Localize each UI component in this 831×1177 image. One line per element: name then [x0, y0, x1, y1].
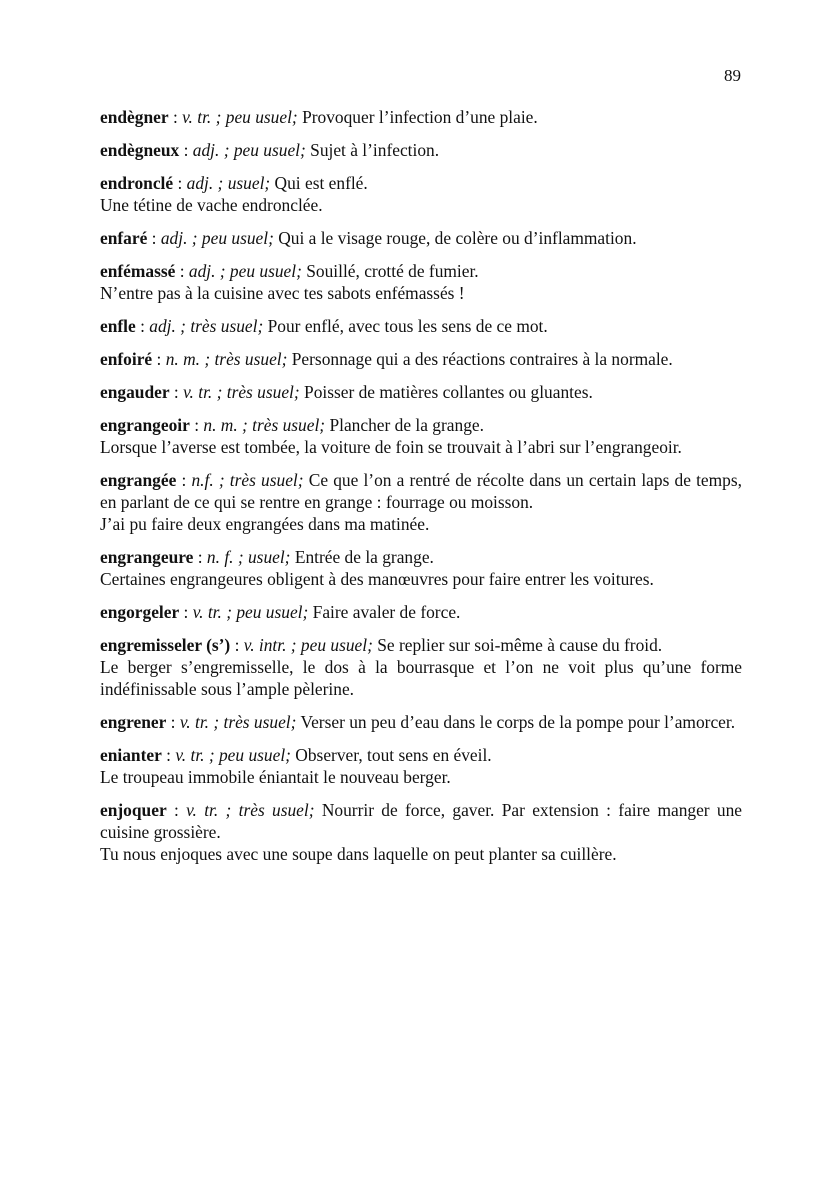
entry-definition-line — [100, 315, 742, 337]
entry-definition-line — [100, 711, 742, 733]
entry-separator: : — [193, 547, 207, 567]
entry-headword: endègner — [100, 107, 169, 127]
entry-definition-line — [100, 348, 742, 370]
entry-headword: engrangeure — [100, 547, 194, 567]
entry-definition: Provoquer l’infection d’une plaie. — [297, 107, 538, 127]
entry-separator: : — [166, 800, 187, 820]
dictionary-entry — [100, 744, 742, 788]
entry-definition: Souillé, crotté de fumier. — [301, 261, 479, 281]
entry-headword: enianter — [100, 745, 162, 765]
entry-separator: : — [161, 745, 176, 765]
entry-separator: : — [166, 712, 180, 732]
entry-separator: : — [179, 140, 193, 160]
entry-grammar: v. tr. ; peu usuel; — [175, 745, 291, 765]
entry-definition: Sujet à l’infection. — [305, 140, 440, 160]
entry-example: Le troupeau immobile éniantait le nouveau berger. — [100, 767, 451, 787]
entry-grammar: n. m. ; très usuel; — [165, 349, 288, 369]
entry-definition-line — [100, 139, 742, 161]
entry-headword: endronclé — [100, 173, 174, 193]
entry-separator: : — [147, 228, 161, 248]
entry-grammar: n.f. ; très usuel; — [191, 470, 304, 490]
entry-separator: : — [179, 602, 193, 622]
dictionary-entry — [100, 711, 742, 733]
dictionary-entry — [100, 414, 742, 458]
entry-separator: : — [169, 382, 184, 402]
page-number: 89 — [724, 66, 741, 85]
entry-grammar: adj. ; peu usuel; — [160, 228, 274, 248]
entry-separator: : — [175, 261, 189, 281]
entry-headword: engauder — [100, 382, 170, 402]
entry-definition: Pour enflé, avec tous les sens de ce mot. — [263, 316, 548, 336]
entry-definition: Observer, tout sens en éveil. — [290, 745, 492, 765]
entry-definition: Personnage qui a des réactions contraires à la normale. — [287, 349, 673, 369]
entry-separator: : — [230, 635, 244, 655]
entry-grammar: v. tr. ; peu usuel; — [192, 602, 309, 622]
entry-grammar: v. tr. ; peu usuel; — [182, 107, 298, 127]
entry-example: Tu nous enjoques avec une soupe dans laquelle on peut planter sa cuillère. — [100, 844, 617, 864]
entry-headword: enjoquer — [100, 800, 167, 820]
entry-definition-line — [100, 414, 742, 436]
entry-definition: Plancher de la grange. — [325, 415, 484, 435]
entry-example: Lorsque l’averse est tombée, la voiture de foin se trouvait à l’abri sur l’engrangeoir. — [100, 437, 682, 457]
entry-definition-line — [100, 744, 742, 766]
entry-definition: Verser un peu d’eau dans le corps de la pompe pour l’amorcer. — [296, 712, 736, 732]
entry-example: J’ai pu faire deux engrangées dans ma matinée. — [100, 514, 430, 534]
dictionary-entry — [100, 315, 742, 337]
entry-example: Une tétine de vache endronclée. — [100, 195, 323, 215]
entry-grammar: adj. ; très usuel; — [149, 316, 264, 336]
dictionary-entry — [100, 634, 742, 700]
entry-definition: Nourrir de force, gaver. Par extension : faire manger une cuisine grossière. — [100, 800, 743, 842]
entry-definition-line — [100, 546, 742, 568]
entry-headword: enfaré — [100, 228, 148, 248]
entry-grammar: v. tr. ; très usuel; — [186, 800, 315, 820]
entry-definition-line — [100, 381, 742, 403]
entry-grammar: n. m. ; très usuel; — [203, 415, 326, 435]
entry-grammar: v. tr. ; très usuel; — [179, 712, 297, 732]
entry-headword: enfle — [100, 316, 136, 336]
dictionary-entry — [100, 260, 742, 304]
entry-grammar: n. f. ; usuel; — [206, 547, 291, 567]
dictionary-entry — [100, 348, 742, 370]
entry-definition: Faire avaler de force. — [308, 602, 461, 622]
entry-grammar: adj. ; peu usuel; — [192, 140, 306, 160]
entry-definition: Ce que l’on a rentré de récolte dans un certain laps de temps, en parlant de ce qui se rentre en grange : fourrage ou moisson. — [100, 470, 742, 512]
dictionary-entry — [100, 799, 742, 865]
dictionary-entry — [100, 601, 742, 623]
entry-headword: engorgeler — [100, 602, 180, 622]
entry-definition: Se replier sur soi-même à cause du froid. — [372, 635, 663, 655]
entry-example: Certaines engrangeures obligent à des manœuvres pour faire entrer les voitures. — [100, 569, 654, 589]
entry-headword: engrener — [100, 712, 167, 732]
dictionary-entry — [100, 106, 742, 128]
entry-definition: Entrée de la grange. — [290, 547, 434, 567]
dictionary-entry — [100, 469, 742, 535]
entry-example: N’entre pas à la cuisine avec tes sabots enfémassés ! — [100, 283, 465, 303]
entry-definition: Qui est enflé. — [270, 173, 368, 193]
entry-definition-line — [100, 469, 742, 513]
entry-headword: endègneux — [100, 140, 180, 160]
entry-definition-line — [100, 227, 742, 249]
entry-definition-line — [100, 601, 742, 623]
entry-separator: : — [135, 316, 150, 336]
entry-example: Le berger s’engremisselle, le dos à la bourrasque et l’on ne voit plus qu’une forme indéfinissable sous l’ample pèlerine. — [100, 657, 742, 699]
entry-definition-line — [100, 799, 742, 843]
dictionary-entry — [100, 139, 742, 161]
dictionary-entry — [100, 172, 742, 216]
dictionary-entry — [100, 546, 742, 590]
dictionary-entries — [100, 106, 742, 876]
entry-grammar: v. intr. ; peu usuel; — [243, 635, 373, 655]
entry-headword: enfémassé — [100, 261, 176, 281]
entry-definition: Poisser de matières collantes ou gluantes. — [299, 382, 593, 402]
entry-headword: enfoiré — [100, 349, 153, 369]
entry-separator: : — [168, 107, 183, 127]
entry-definition-line — [100, 634, 742, 656]
entry-separator: : — [152, 349, 166, 369]
dictionary-entry — [100, 381, 742, 403]
entry-definition-line — [100, 106, 742, 128]
entry-definition: Qui a le visage rouge, de colère ou d’inflammation. — [273, 228, 637, 248]
entry-separator: : — [176, 470, 192, 490]
entry-headword: engrangée — [100, 470, 177, 490]
entry-headword: engrangeoir — [100, 415, 190, 435]
entry-definition-line — [100, 260, 742, 282]
entry-definition-line — [100, 172, 742, 194]
entry-separator: : — [189, 415, 204, 435]
dictionary-entry — [100, 227, 742, 249]
entry-grammar: adj. ; peu usuel; — [188, 261, 302, 281]
entry-grammar: v. tr. ; très usuel; — [183, 382, 300, 402]
entry-headword: engremisseler (s’) — [100, 635, 231, 655]
entry-separator: : — [173, 173, 187, 193]
entry-grammar: adj. ; usuel; — [186, 173, 271, 193]
